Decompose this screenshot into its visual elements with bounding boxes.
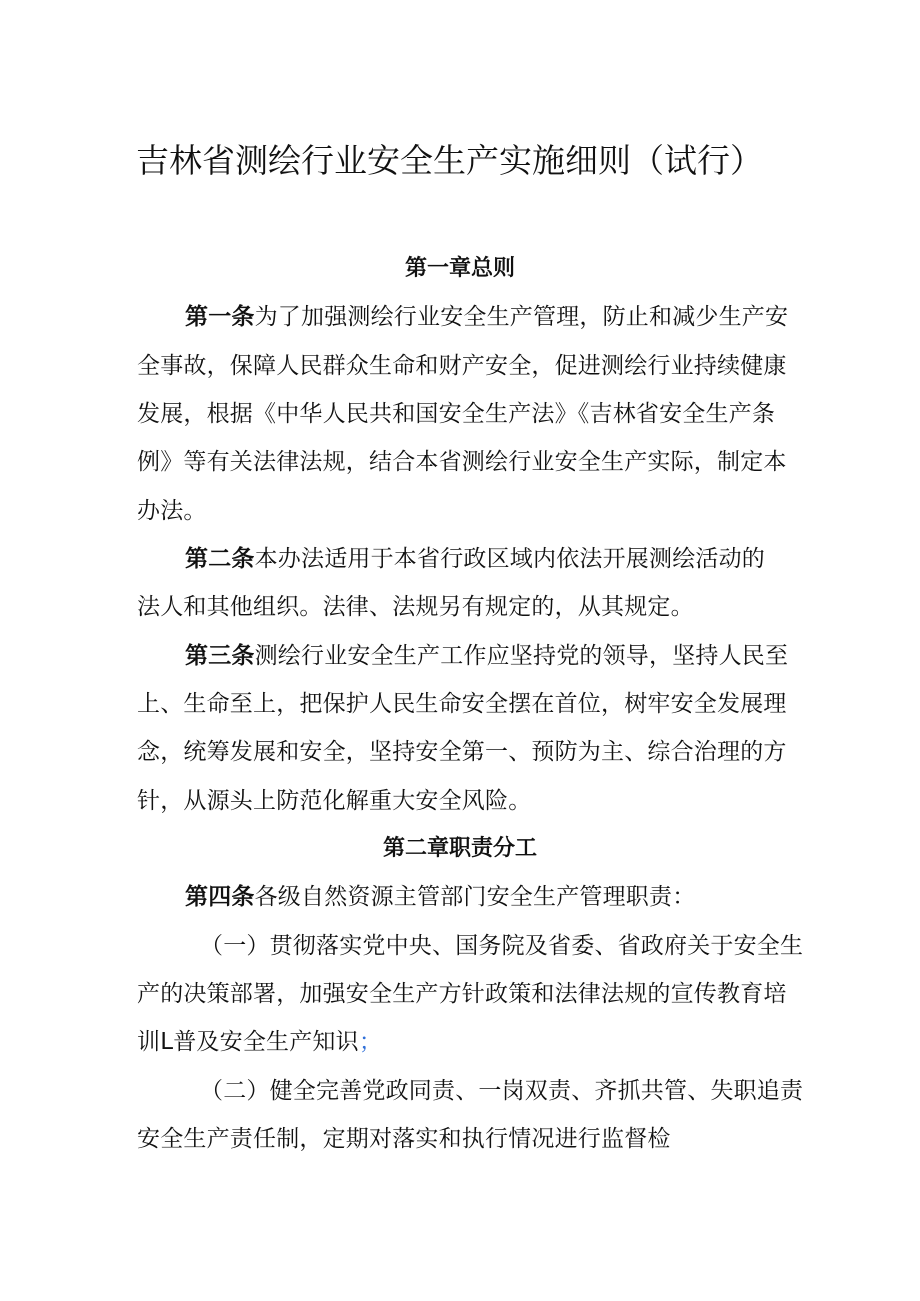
article-3-text: 测绘行业安全生产工作应坚持党的领导，坚持人民至 [254, 643, 789, 669]
article-3-first-line [185, 641, 788, 671]
article-3-label: 第三条 [185, 643, 255, 669]
article-1-text: 办法。 [137, 498, 207, 524]
article-3-text: 针，从源头上防范化解重大安全风险。 [137, 788, 532, 814]
article-2-text: 本办法适用于本省行政区域内依法开展测绘活动的 [254, 546, 766, 572]
article-4-item-1-text: 训L普及安全生产知识 [137, 1029, 359, 1055]
article-2-first-line [185, 544, 765, 574]
article-1-text: 全事故，保障人民群众生命和财产安全，促进测绘行业持续健康 [137, 353, 787, 379]
article-1-first-line [185, 302, 788, 332]
article-4-item-2: 安全生产责任制，定期对落实和执行情况进行监督检 [137, 1126, 671, 1152]
article-4-item-1: 产的决策部署，加强安全生产方针政策和法律法规的宣传教育培 [137, 981, 787, 1007]
article-4-first-line [185, 882, 695, 912]
article-3-text: 念，统筹发展和安全，坚持安全第一、预防为主、综合治理的方 [137, 739, 787, 765]
article-2-text: 法人和其他组织。法律、法规另有规定的，从其规定。 [137, 594, 694, 620]
document-title: 吉林省测绘行业安全生产实施细则（试行） [136, 141, 763, 180]
article-1-text: 发展，根据《中华人民共和国安全生产法》《吉林省安全生产条 [137, 401, 776, 427]
article-1-text: 例》等有关法律法规，结合本省测绘行业安全生产实际，制定本 [137, 449, 787, 475]
article-4-item-1-last-line [137, 1027, 382, 1057]
article-4-item-1: （一）贯彻落实党中央、国务院及省委、省政府关于安全生 [200, 933, 804, 959]
article-4-label: 第四条 [185, 884, 255, 910]
article-1-label: 第一条 [185, 304, 255, 330]
article-3-text: 上、生命至上，把保护人民生命安全摆在首位，树牢安全发展理 [137, 691, 787, 717]
chapter-2-heading: 第二章职责分工 [382, 836, 537, 861]
article-4-item-2: （二）健全完善党政同责、一岗双责、齐抓共管、失职追责 [200, 1078, 804, 1104]
article-2-label: 第二条 [185, 546, 255, 572]
article-1-text: 为了加强测绘行业安全生产管理，防止和减少生产安 [254, 304, 789, 330]
chapter-1-heading: 第一章总则 [404, 256, 515, 281]
article-4-item-1-mark: ； [358, 1029, 383, 1055]
article-4-intro: 各级自然资源主管部门安全生产管理职责： [254, 884, 696, 910]
